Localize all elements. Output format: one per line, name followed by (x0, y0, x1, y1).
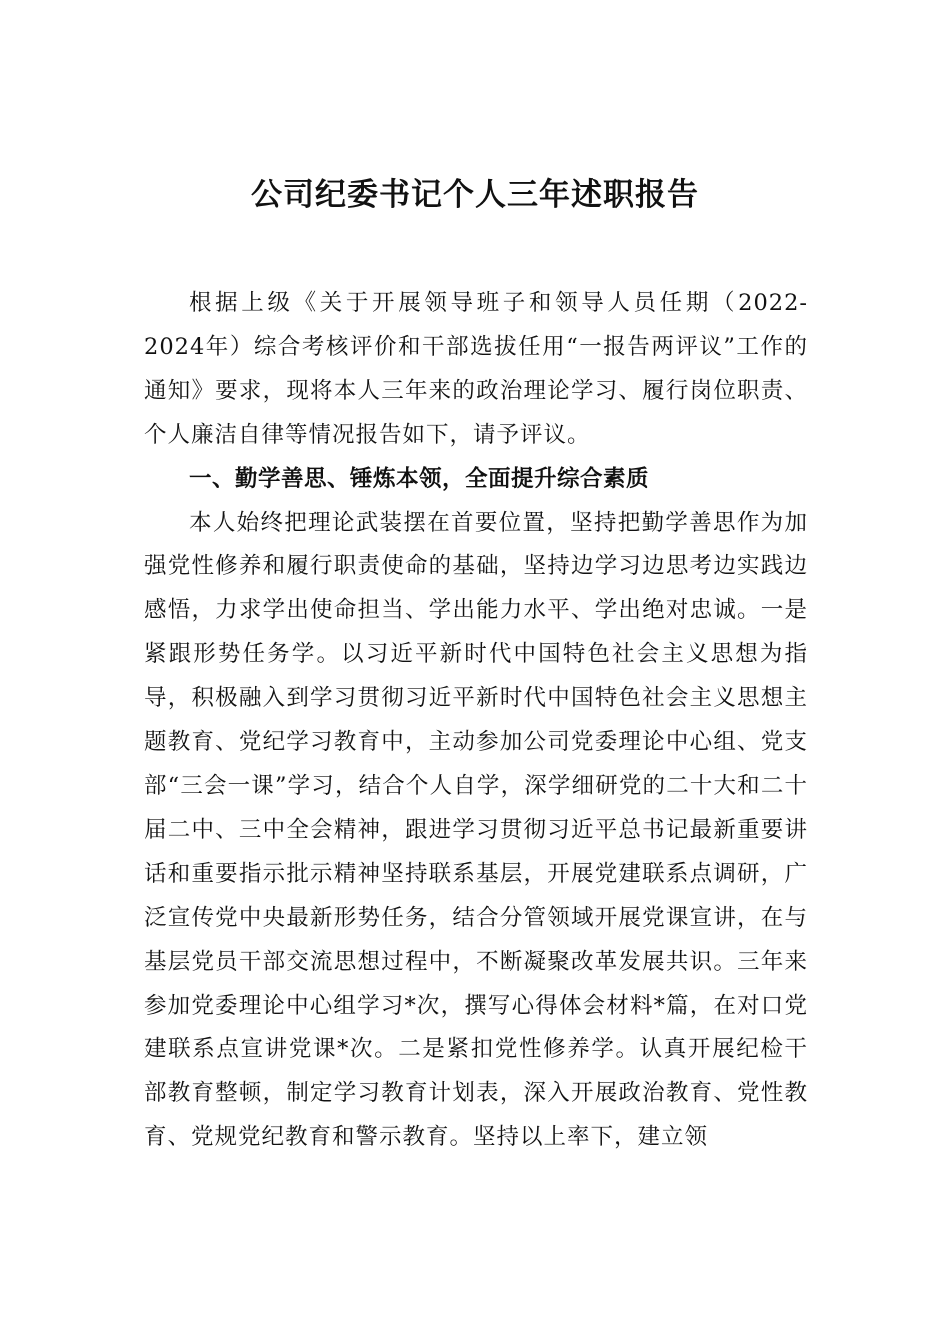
document-title: 公司纪委书记个人三年述职报告 (251, 177, 699, 213)
document-body (144, 282, 808, 1160)
intro-paragraph: 根据上级《关于开展领导班子和领导人员任期（2022-2024年）综合考核评价和干部选拔任用“一报告两评议”工作的通知》要求，现将本人三年来的政治理论学习、履行岗位职责、个人廉洁自律等情况报告如下，请予评议。 (144, 290, 808, 448)
section-1-heading: 一、勤学善思、锤炼本领，全面提升综合素质 (189, 465, 650, 492)
section-1-paragraph: 本人始终把理论武装摆在首要位置，坚持把勤学善思作为加强党性修养和履行职责使命的基础，坚持边学习边思考边实践边感悟，力求学出使命担当、学出能力水平、学出绝对忠诚。一是紧跟形势任务学。以习近平新时代中国特色社会主义思想为指导，积极融入到学习贯彻习近平新时代中国特色社会主义思想主题教育、党纪学习教育中，主动参加公司党委理论中心组、党支部“三会一课”学习，结合个人自学，深学细研党的二十大和二十届二中、三中全会精神，跟进学习贯彻习近平总书记最新重要讲话和重要指示批示精神坚持联系基层，开展党建联系点调研，广泛宣传党中央最新形势任务，结合分管领域开展党课宣讲，在与基层党员干部交流思想过程中，不断凝聚改革发展共识。三年来参加党委理论中心组学习*次，撰写心得体会材料*篇，在对口党建联系点宣讲党课*次。二是紧扣党性修养学。认真开展纪检干部教育整顿，制定学习教育计划表，深入开展政治教育、党性教育、党规党纪教育和警示教育。坚持以上率下，建立领 (144, 509, 808, 1151)
